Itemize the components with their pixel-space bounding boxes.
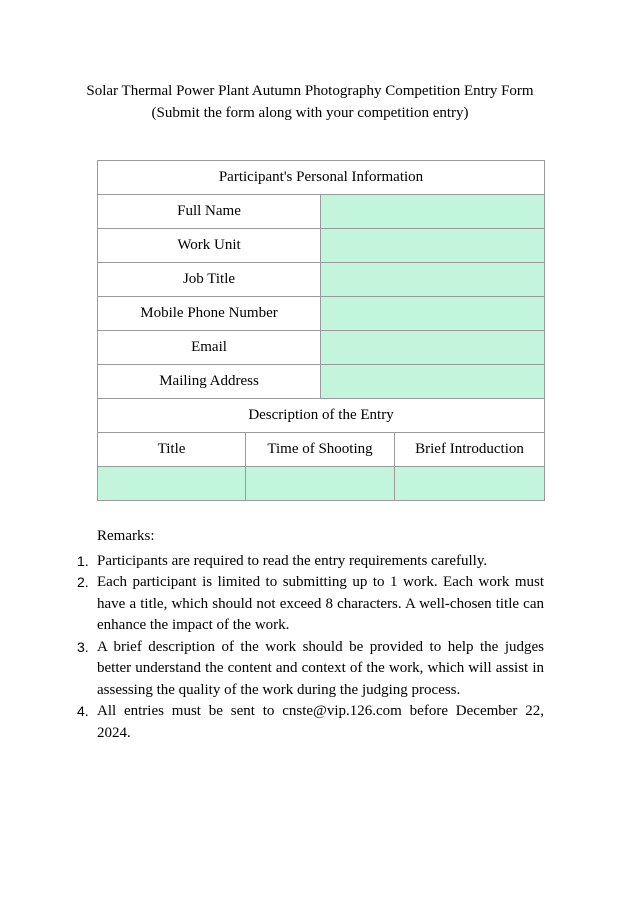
page-title: Solar Thermal Power Plant Autumn Photography Competition Entry Form bbox=[86, 83, 534, 99]
remark-number: 4. bbox=[77, 703, 89, 719]
remark-text: All entries must be sent to cnste@vip.126.com before December 22, 2024. bbox=[97, 703, 544, 741]
remark-item bbox=[77, 637, 544, 702]
job-title-label: Job Title bbox=[98, 263, 321, 297]
brief-intro-column-header: Brief Introduction bbox=[395, 433, 545, 467]
remark-item bbox=[77, 572, 544, 637]
brief-intro-field[interactable] bbox=[395, 467, 545, 501]
email-field[interactable] bbox=[321, 331, 545, 365]
entry-form-table bbox=[97, 160, 545, 501]
remarks-heading: Remarks: bbox=[97, 528, 155, 544]
remark-text: Participants are required to read the entry requirements carefully. bbox=[97, 552, 488, 569]
remark-item bbox=[77, 701, 544, 744]
remark-number: 2. bbox=[77, 574, 89, 590]
remark-number: 3. bbox=[77, 638, 89, 655]
work-unit-label: Work Unit bbox=[98, 229, 321, 263]
remark-text: A brief description of the work should be provided to help the judges better understand the content and context of the work, which will assist in assessing the quality of the work during the judging process. bbox=[97, 638, 544, 698]
remarks-section bbox=[77, 526, 544, 744]
shooting-time-field[interactable] bbox=[246, 467, 395, 501]
personal-info-section-header: Participant's Personal Information bbox=[98, 161, 545, 195]
full-name-label: Full Name bbox=[98, 195, 321, 229]
remark-item bbox=[77, 551, 544, 573]
shooting-time-column-header: Time of Shooting bbox=[246, 433, 395, 467]
entry-title-field[interactable] bbox=[98, 467, 246, 501]
entry-title-column-header: Title bbox=[98, 433, 246, 467]
mailing-address-label: Mailing Address bbox=[98, 365, 321, 399]
mobile-phone-label: Mobile Phone Number bbox=[98, 297, 321, 331]
email-label: Email bbox=[98, 331, 321, 365]
entry-section-header: Description of the Entry bbox=[98, 399, 545, 433]
mobile-phone-field[interactable] bbox=[321, 297, 545, 331]
full-name-field[interactable] bbox=[321, 195, 545, 229]
form-header bbox=[0, 80, 620, 124]
remark-text: Each participant is limited to submitting up to 1 work. Each work must have a title, which should not exceed 8 characters. A well-chosen title can enhance the impact of the work. bbox=[97, 574, 544, 633]
job-title-field[interactable] bbox=[321, 263, 545, 297]
remark-number: 1. bbox=[77, 552, 89, 569]
mailing-address-field[interactable] bbox=[321, 365, 545, 399]
page-subtitle: (Submit the form along with your competition entry) bbox=[151, 105, 469, 121]
work-unit-field[interactable] bbox=[321, 229, 545, 263]
remarks-list bbox=[77, 551, 544, 745]
